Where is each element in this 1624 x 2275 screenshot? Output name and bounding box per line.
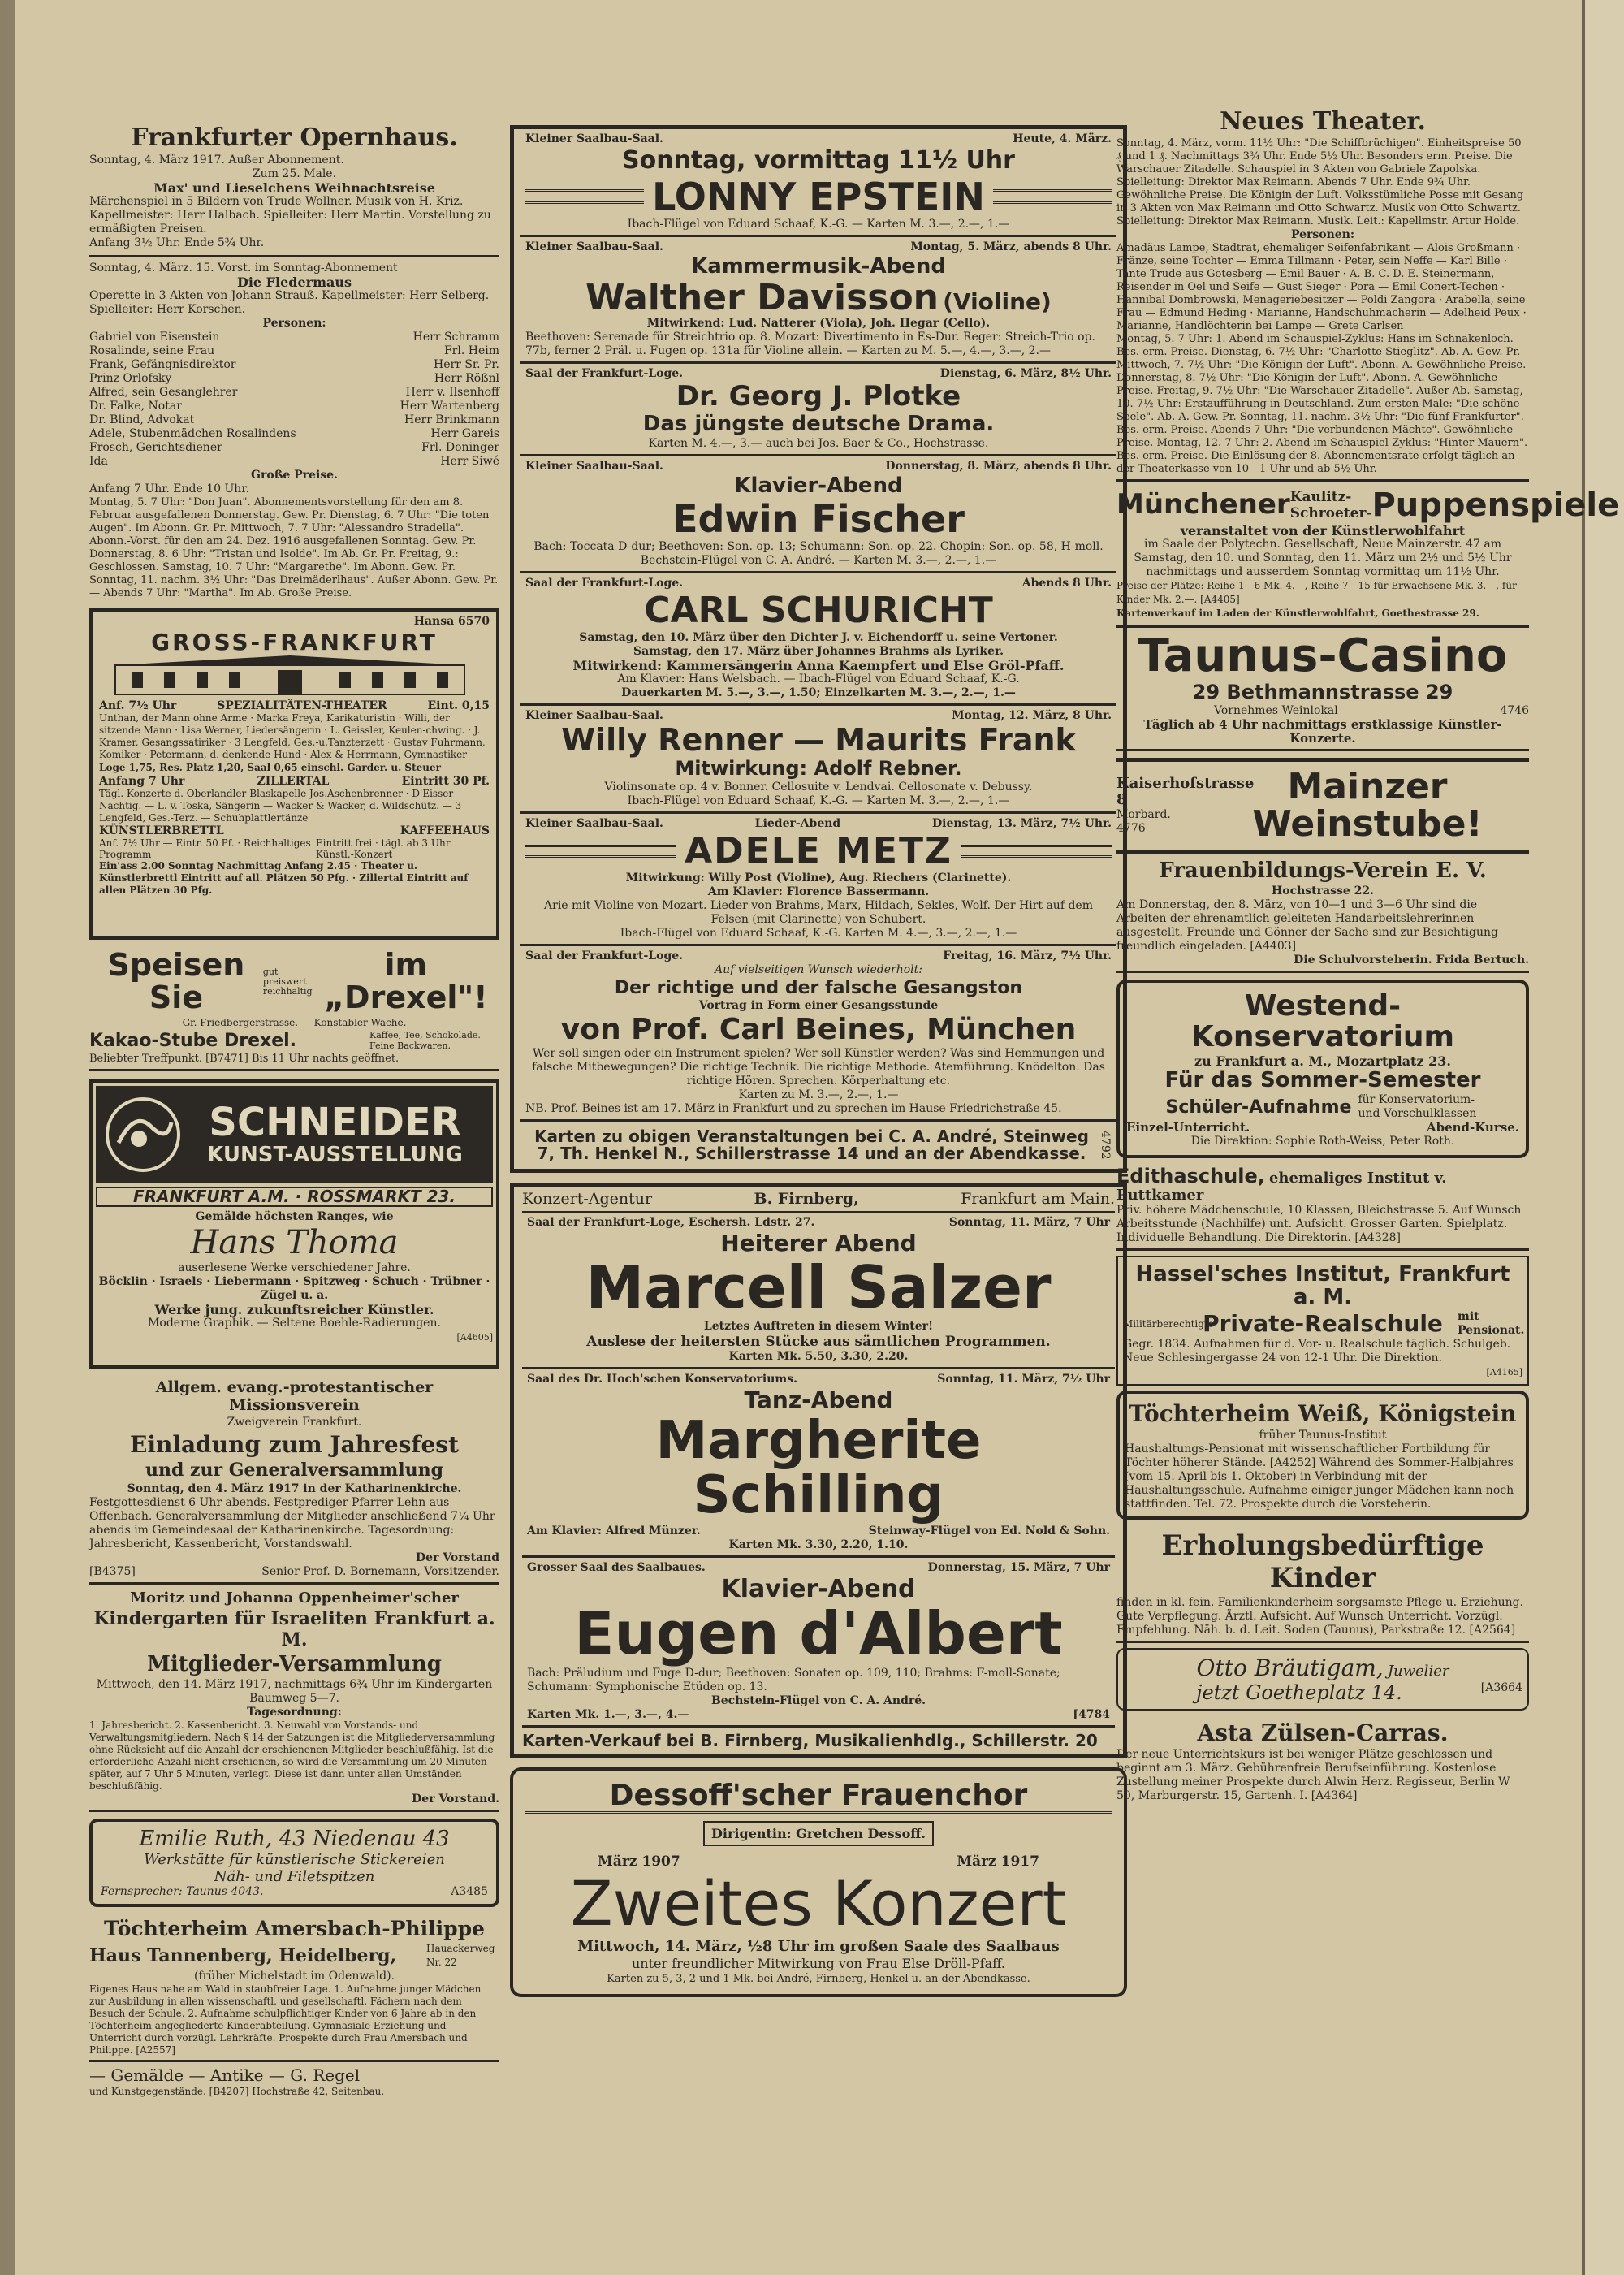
saalbau-concerts-box	[510, 125, 1127, 1173]
ob-j: Juwelier	[1387, 1663, 1449, 1680]
nt-cast-head: Personen:	[1290, 228, 1355, 241]
gf-ant1: Anf. 7½ Uhr	[99, 699, 177, 713]
amers-text: Eigenes Haus nahe am Wald in staubfreier Lage. 1. Aufnahme junger Mädchen zur Ausbildung in allen wissenschaftl. und gesellschaftl. Fächern nach dem Besuch der Schule. 2. Aufnahme schulpflichtiger Kinder von 6 Jahre ab in den Töchterheim angegliederte Kinderabteilung. Gymnasiale Erziehung und Unterricht durch vorzügl. Lehrkräfte. Prospekte durch Frau Amersbach und Philippe. [A2557]	[89, 1983, 482, 2056]
cast-actor: Herr v. Ilsenhoff	[405, 386, 499, 399]
right-column	[1116, 106, 1620, 1806]
mw-a: Kaiserhofstrasse 8	[1116, 775, 1255, 809]
s1-type: Heiterer Abend	[720, 1230, 917, 1257]
neues-theater	[1116, 107, 1529, 482]
ornament-icon	[102, 1094, 184, 1175]
amers-prev: (früher Michelstadt im Odenwald).	[193, 1969, 395, 1983]
gf-frei: Eintritt frei · tägl. ab 3 Uhr Künstl.-Konzert	[315, 837, 451, 861]
az-name: Asta Zülsen-Carras.	[1197, 1719, 1449, 1747]
c1-date: Heute, 4. März.	[1013, 132, 1112, 145]
amers-head: Töchterheim Amersbach-Philippe	[104, 1916, 485, 1940]
wk-name: Westend-Konservatorium	[1190, 989, 1455, 1054]
fb-sig: Die Schulvorsteherin. Frida Bertuch.	[1294, 954, 1529, 967]
pp-c: Puppenspiele	[1371, 487, 1620, 524]
cast-actor: Herr Rößnl	[434, 372, 499, 385]
amers-street: Hauackerweg Nr. 22	[426, 1942, 495, 1968]
c2-date: Montag, 5. März, abends 8 Uhr.	[910, 240, 1112, 253]
cast-role: Gabriel von Eisenstein	[89, 331, 220, 344]
s2-venue: Saal des Dr. Hoch'schen Konservatoriums.	[527, 1373, 797, 1386]
c1-name: LONNY EPSTEIN	[652, 174, 985, 218]
wk-addr: zu Frankfurt a. M., Mozartplatz 23.	[1194, 1053, 1451, 1069]
amers-haus: Haus Tannenberg, Heidelberg,	[89, 1944, 397, 1966]
c7-name: ADELE METZ	[685, 830, 952, 872]
tc-konz: Täglich ab 4 Uhr nachmittags erstklassige Künstler-Konzerte.	[1143, 716, 1502, 746]
schneider-more: Werke jung. zukunftsreicher Künstler.	[154, 1301, 434, 1317]
s1-venue: Saal der Frankfurt-Loge, Eschersh. Ldstr. 27.	[527, 1216, 815, 1230]
mission-date: Sonntag, den 4. März 1917 in der Katharinenkirche.	[127, 1481, 462, 1495]
edithaschule-ad	[1116, 1163, 1529, 1251]
s2-klav: Am Klavier: Alfred Münzer.	[527, 1524, 701, 1538]
c4-date: Donnerstag, 8. März, abends 8 Uhr.	[885, 460, 1112, 474]
d-date: Mittwoch, 14. März, ½8 Uhr im großen Saale des Saalbaus	[577, 1937, 1060, 1955]
toechterheim-weiss-ad	[1116, 1391, 1529, 1520]
cast-row	[89, 427, 499, 441]
cast-list	[89, 331, 499, 469]
f-agency-c: Frankfurt am Main.	[961, 1190, 1115, 1209]
c3-venue: Saal der Frankfurt-Loge.	[525, 367, 684, 381]
pp-text: im Saale der Polytechn. Gesellschaft, Neue Mainzerstr. 47 am Samstag, den 10. und Sonntag, den 11. März um 2½ und 5½ Uhr nachmittags und ausserdem Sonntag vormittag um 11½ Uhr.	[1134, 538, 1512, 578]
amersbach-ad	[89, 1912, 499, 2062]
c4-prog: Bach: Toccata D-dur; Beethoven: Son. op. 13; Schumann: Son. op. 22. Chopin: Son. op. 58, H-moll.	[533, 539, 1104, 553]
hassel-institut-ad	[1116, 1256, 1529, 1386]
er-text: finden in kl. fein. Familienkinderheim sorgsamste Pflege u. Erziehung. Gute Verpflegung. Ärztl. Aufsicht. Auf Wunsch Unterricht. Vorzügl. Empfehlung. Näh. b. d. Leit. Soden (Taunus), Parkstraße 12. [A2564]	[1116, 1596, 1524, 1637]
cast-row	[89, 331, 499, 344]
building-illustration	[99, 655, 481, 696]
concert-lonny-epstein	[520, 129, 1116, 237]
tc-addr: 29 Bethmannstrasse 29	[1192, 680, 1453, 703]
cast-actor: Herr Schramm	[412, 331, 499, 344]
c8-title: Der richtige und der falsche Gesangston	[614, 978, 1023, 999]
opera-week: Montag, 5. 7 Uhr: "Don Juan". Abonnementsvorstellung für den am 8. Februar ausgefallenen Donnerstag. Gew. Pr. Dienstag, 6. 7 Uhr: "Die toten Augen". Im Abonn. Gr. Pr. Mittwoch, 7. 7 Uhr: "Alessandro Stradella". Abonn.-Vorst. für den am 24. Dez. 1916 ausgefallenen Sonntag. Gew. Pr. Donnerstag, 8. 6 Uhr: "Tristan und Isolde". Im Ab. Gr. Pr. Freitag, 9.: Geschlossen. Samstag, 10. 7 Uhr: "Margarethe". Im Abonn. Gew. Pr. Sonntag, 11. nachm. 3½ Uhr: "Das Dreimäderlhaus". Außer Abonn. Gew. Pr. — Abends 7 Uhr: "Martha". Im Ab. Große Preise.	[89, 496, 499, 599]
cast-row	[89, 344, 499, 358]
ed-name: Edithaschule,	[1116, 1165, 1265, 1188]
s3-type: Klavier-Abend	[721, 1574, 916, 1603]
schneider-graph: Moderne Graphik. — Seltene Boehle-Radierungen.	[148, 1316, 441, 1330]
c7-prog: Arie mit Violine von Mozart. Lieder von Brahms, Marx, Hildach, Sekles, Wolf. Der Hirt auf dem Felsen (mit Clarinette) von Schubert.	[544, 899, 1093, 927]
c8-date: Freitag, 16. März, 7½ Uhr.	[943, 949, 1112, 963]
mission-head: Allgem. evang.-protestantischer Missionsverein	[155, 1378, 434, 1414]
braeutigam-ad	[1116, 1648, 1529, 1711]
s1-prog: Auslese der heitersten Stücke aus sämtlichen Programmen.	[586, 1334, 1051, 1351]
gf-sonntag: Ein'ass 2.00 Sonntag Nachmittag Anfang 2.45 · Theater u. Künstlerbrettl Eintritt auf all. Plätzen 50 Pfg. · Zillertal Eintritt auf allen Plätzen 30 Pfg.	[99, 860, 469, 897]
pp-preise: Preise der Plätze: Reihe 1—6 Mk. 4.—, Reihe 7—15 für Erwachsene Mk. 3.—, für Kinder Mk. 2.—. [A4405]	[1116, 580, 1517, 605]
pp-a: Münchener	[1116, 488, 1290, 521]
s2-piano: Steinway-Flügel von Ed. Nold & Sohn.	[868, 1524, 1110, 1538]
opera-text2: Operette in 3 Akten von Johann Strauß. Kapellmeister: Herr Selberg. Spielleiter: Herr Korschen.	[89, 289, 490, 316]
concert-adele-metz	[520, 814, 1116, 946]
left-page-edge	[0, 0, 15, 2275]
concert-plotke	[520, 364, 1116, 456]
c5-venue: Saal der Frankfurt-Loge.	[525, 576, 684, 590]
persons-head: Personen:	[262, 317, 326, 330]
schneider-code: [A4605]	[456, 1331, 493, 1343]
cast-actor: Herr Sr. Pr.	[434, 358, 499, 371]
c8-nb: NB. Prof. Beines ist am 17. März in Frankfurt und zu sprechen im Hause Friedrichstraße 45.	[525, 1102, 1062, 1116]
mission-sen: Senior Prof. D. Bornemann, Vorsitzender.	[261, 1564, 499, 1578]
pp-b2: Schroeter-	[1289, 505, 1372, 521]
cast-actor: Frl. Doninger	[421, 441, 499, 454]
c2-mit: Mitwirkend: Lud. Natterer (Viola), Joh. Hegar (Cello).	[646, 317, 991, 331]
nt-week: Montag, 5. 7 Uhr: 1. Abend im Schauspiel-Zyklus: Hans im Schnakenloch. Bes. erm. Preise. Dienstag, 6. 7½ Uhr: "Charlotte Stieglitz". Ab. A. Gew. Pr. Mittwoch, 7. 7½ Uhr: "Die Königin der Luft". Abonn. A. Gewöhnliche Preise. Donnerstag, 8. 7½ Uhr: "Die Königin der Luft". Abonn. A. Gewöhnliche Preise. Freitag, 9. 7½ Uhr: "Die Warschauer Zitadelle". Außer Ab. Samstag, 10. 7½ Uhr: Erstaufführung in Deutschland. Zum ersten Male: "Die schöne Seele". Ab. A. Gew. Pr. Sonntag, 11. nachm. 3½ Uhr: "Die fünf Frankfurter". Bes. erm. Preise. Abends 7 Uhr: "Die verbundenen Mächte". Gewöhnliche Preise. Montag, 12. 7 Uhr: 2. Abend im Schauspiel-Zyklus: "Hinter Mauern". Bes. erm. Preise. Die Einlösung der 8. Abonnementsrate erfolgt täglich an der Theaterkasse von 10—1 Uhr und ab 5½ Uhr.	[1116, 333, 1528, 475]
cast-role: Frank, Gefängnisdirektor	[89, 358, 236, 371]
schneider-sub: KUNST-AUSSTELLUNG	[207, 1143, 463, 1168]
cast-row	[89, 400, 499, 413]
s3-code: [4784	[1073, 1708, 1110, 1722]
gf-loge: Loge 1,75, Res. Platz 1,20, Saal 0,65 einschl. Garder. u. Steuer	[99, 762, 441, 774]
s3-name: Eugen d'Albert	[574, 1599, 1063, 1668]
gf-kaffee: KAFFEEHAUS	[400, 824, 490, 838]
c7-venue: Kleiner Saalbau-Saal.	[525, 817, 663, 831]
c1-time: Sonntag, vormittag 11½ Uhr	[622, 146, 1015, 175]
schneider-addr: FRANKFURT A.M. · ROSSMARKT 23.	[96, 1187, 493, 1207]
wk-sem: Für das Sommer-Semester	[1164, 1067, 1481, 1092]
drexel-kaffee: Kaffee, Tee, Schokolade. Feine Backwaren.	[369, 1030, 481, 1052]
mw-name: Mainzer Weinstube!	[1252, 765, 1483, 846]
gf-eint1: Eint. 0,15	[427, 699, 490, 713]
c3-karten: Karten M. 4.—, 3.— auch bei Jos. Baer & Co., Hochstrasse.	[648, 437, 989, 451]
firnberg-box	[510, 1183, 1127, 1758]
cast-role: Rosalinde, seine Frau	[89, 344, 215, 357]
ruth-werk: Werkstätte für künstlerische Stickereien	[144, 1850, 445, 1868]
tc-wein: Vornehmes Weinlokal	[1214, 703, 1338, 717]
mw-code: 4776	[1116, 822, 1146, 836]
hs-name: Hassel'sches Institut, Frankfurt a. M.	[1135, 1262, 1510, 1309]
oppen-tages: Tagesordnung:	[247, 1705, 342, 1719]
cast-role: Alfred, sein Gesanglehrer	[89, 386, 238, 399]
pp-ver: veranstaltet von der Künstlerwohlfahrt	[1180, 523, 1466, 538]
ruth-name: Emilie Ruth, 43 Niedenau 43	[139, 1826, 450, 1851]
s1-date: Sonntag, 11. März, 7 Uhr	[948, 1216, 1110, 1230]
tc-name: Taunus-Casino	[1138, 629, 1508, 682]
mission-text: Festgottesdienst 6 Uhr abends. Festprediger Pfarrer Lehn aus Offenbach. Generalversammlung der Mitglieder anschließend 7¼ Uhr abends im Gemeindesaal der Katharinenkirche. Tagesordnung: Jahresbericht, Kassenbericht, Vorstandswahl.	[89, 1495, 495, 1551]
opera-work2: Die Fledermaus	[236, 275, 352, 290]
c7-klav: Am Klavier: Florence Bassermann.	[707, 885, 930, 899]
next-page-sliver	[1585, 0, 1624, 2275]
nt-cast: Amadäus Lampe, Stadtrat, ehemaliger Seifenfabrikant — Alois Großmann · Fränze, seine Tochter — Emma Tillmann · Peter, sein Neffe — Karl Bille · Tante Trude aus Gotesberg — Emil Bauer · A. B. C. D. E. Steinermann, Reisender in Oel und Seife — Gust Sieger · Pora — Emil Conert-Techen · Hannibal Dombrowski, Menageriebesitzer — Poldi Zangora · Arabella, seine Frau — Edmund Heding · Marianne, Handschuhmacherin — Adelheid Peux · Marianne, Handlöchterin bei Lampe — Grete Carlsen	[1116, 242, 1527, 332]
opera-title: Frankfurter Opernhaus.	[131, 123, 458, 152]
s1-karten: Karten Mk. 5.50, 3.30, 2.20.	[728, 1350, 909, 1364]
cast-actor: Herr Gareis	[430, 427, 499, 440]
s1-last: Letztes Auftreten in diesem Winter!	[703, 1320, 934, 1334]
mission-inv: Einladung zum Jahresfest	[129, 1430, 459, 1458]
schneider-ad	[89, 1079, 499, 1369]
c8-venue: Saal der Frankfurt-Loge.	[525, 949, 684, 963]
drexel-c: im „Drexel"!	[324, 947, 488, 1015]
d-title: Zweites Konzert	[570, 1866, 1067, 1940]
wk-dir: Die Direktion: Sophie Roth-Weiss, Peter Roth.	[1190, 1135, 1455, 1148]
mission-inv2: und zur Generalversammlung	[145, 1459, 444, 1481]
nt-title: Neues Theater.	[1220, 107, 1426, 136]
hs-mil: Militärberechtigte	[1123, 1317, 1214, 1330]
c2-type: Kammermusik-Abend	[691, 253, 946, 279]
ruth-ad	[89, 1819, 499, 1907]
c5-karten: Dauerkarten M. 5.—, 3.—, 1.50; Einzelkarten M. 3.—, 2.—, 1.—	[621, 686, 1016, 700]
c8-name: von Prof. Carl Beines, München	[560, 1013, 1077, 1047]
s3-prog: Bach: Präludium und Fuge D-dur; Beethoven: Sonaten op. 109, 110; Brahms: F-moll-Sonate; Schumann: Symphonische Etüden op. 13.	[527, 1667, 1060, 1694]
gf-title: GROSS-FRANKFURT	[151, 629, 438, 655]
opera-prices: Große Preise.	[251, 469, 338, 482]
c2-inst: (Violine)	[943, 288, 1052, 316]
erholung-ad	[1116, 1525, 1529, 1643]
schneider-gem: Gemälde höchsten Ranges, wie	[195, 1209, 394, 1223]
ob-addr: jetzt Goetheplatz 14.	[1196, 1681, 1402, 1705]
s3-date: Donnerstag, 15. März, 7 Uhr	[927, 1560, 1110, 1574]
s3-piano: Bechstein-Flügel von C. A. André.	[710, 1694, 926, 1708]
c8-karten: Karten zu M. 3.—, 2.—, 1.—	[738, 1088, 899, 1102]
drexel-ad	[89, 945, 499, 1071]
mission-ad	[89, 1373, 499, 1585]
middle-column	[510, 120, 1127, 2002]
ob-name: Otto Bräutigam,	[1196, 1654, 1384, 1682]
cast-row	[89, 455, 499, 469]
s1-name: Marcell Salzer	[585, 1252, 1052, 1321]
mission-sub: Zweigverein Frankfurt.	[227, 1415, 362, 1429]
nt-text: Sonntag, 4. März, vorm. 11½ Uhr: "Die Schiffbrüchigen". Einheitspreise 50 ₰ und 1 ₰. Nachmittags 3¾ Uhr. Ende 5½ Uhr. Besonders erm. Preise. Die Warschauer Zitadelle. Schauspiel in 3 Akten von Gabriele Zapolska. Spielleitung: Direktor Max Reimann. Abends 7 Uhr. Ende 9¾ Uhr. Gewöhnliche Preise. Die Königin der Luft. Volksstümliche Posse mit Gesang in 3 Akten von Max Reimann und Otto Schwartz. Musik von Otto Schwartz. Spielleitung: Direktor Max Reimann. Musik. Leit.: Kapellmstr. Artur Holde.	[1116, 137, 1524, 227]
drexel-addr: Gr. Friedbergerstrasse. — Konstabler Wache.	[182, 1016, 407, 1028]
gf-hansa: Hansa 6570	[413, 615, 490, 628]
oppen-vor: Der Vorstand.	[412, 1792, 499, 1806]
regel-ad	[89, 2062, 499, 2102]
d-y2: März 1917	[957, 1853, 1039, 1870]
c6-piano: Ibach-Flügel von Eduard Schaaf, K.-G. — Karten M. 3.—, 2.—, 1.—	[627, 794, 1010, 808]
opera-text1: Märchenspiel in 5 Bildern von Trude Wollner. Musik von H. Kriz. Kapellmeister: Herr Halbach. Spielleiter: Herr Martin. Vorstellung zu ermäßigten Preisen.	[89, 195, 491, 236]
c5-name: CARL SCHURICHT	[644, 589, 993, 631]
d-mit: unter freundlicher Mitwirkung von Frau Else Dröll-Pfaff.	[631, 1955, 1006, 1971]
hs-code: [A4165]	[1486, 1367, 1522, 1378]
mission-vor: Der Vorstand	[416, 1551, 499, 1564]
d-y1: März 1907	[598, 1853, 680, 1870]
cast-role: Frosch, Gerichtsdiener	[89, 441, 222, 454]
s2-karten: Karten Mk. 3.30, 2.20, 1.10.	[728, 1538, 909, 1551]
s-verkauf: Karten-Verkauf bei B. Firnberg, Musikalienhdlg., Schillerstr. 20	[522, 1731, 1098, 1751]
oppen-head: Moritz und Johanna Oppenheimer'scher	[130, 1589, 459, 1607]
c8-vortrag: Vortrag in Form einer Gesangsstunde	[698, 999, 939, 1013]
ruth-naeh: Näh- und Filetspitzen	[214, 1867, 375, 1885]
cast-row	[89, 413, 499, 427]
drexel-kakao: Kakao-Stube Drexel.	[89, 1030, 297, 1051]
s3-karten: Karten Mk. 1.—, 3.—, 4.—	[527, 1708, 689, 1722]
c2-venue: Kleiner Saalbau-Saal.	[525, 240, 663, 253]
d-name: Dessoff'scher Frauenchor	[525, 1780, 1112, 1814]
c1-venue: Kleiner Saalbau-Saal.	[525, 132, 663, 145]
schneider-thoma-signature: Hans Thoma	[190, 1223, 399, 1261]
cast-row	[89, 372, 499, 386]
cast-actor: Herr Brinkmann	[404, 413, 499, 426]
c4-type: Klavier-Abend	[734, 474, 903, 499]
c7-piano: Ibach-Flügel von Eduard Schaaf, K.-G. Karten M. 4.—, 3.—, 2.—, 1.—	[620, 927, 1017, 941]
cast-role: Prinz Orlofsky	[89, 372, 172, 385]
c2-prog: Beethoven: Serenade für Streichtrio op. 8. Mozart: Divertimento in Es-Dur. Reger: Streich-Trio op. 77b, ferner 2 Präl. u. Fugen op. 131a für Violine allein. — Karten zu M. 5.—, 4.—, 3.—, 2.—	[525, 331, 1095, 358]
oppen-date: Mittwoch, den 14. März 1917, nachmittags 6¾ Uhr im Kindergarten Baumweg 5—7.	[96, 1677, 493, 1705]
ruth-code: A3485	[451, 1884, 488, 1898]
ruth-tel: Fernsprecher: Taunus 4043.	[101, 1884, 264, 1898]
cast-role: Dr. Blind, Advokat	[89, 413, 195, 426]
c8-wunsch: Auf vielseitigen Wunsch wiederholt:	[715, 963, 922, 977]
wk-schuler: Schüler-Aufnahme	[1165, 1096, 1352, 1118]
c6-mit: Mitwirkung: Adolf Rebner.	[675, 756, 962, 780]
c6-prog: Violinsonate op. 4 v. Bonner. Cellosuite v. Lendvai. Cellosonate v. Debussy.	[604, 781, 1033, 794]
mission-code: [B4375]	[89, 1564, 136, 1578]
schneider-names: Böcklin · Israels · Liebermann · Spitzweg · Schuch · Trübner · Zügel u. a.	[98, 1274, 490, 1302]
drexel-a: Speisen Sie	[107, 947, 245, 1015]
c4-piano: Bechstein-Flügel von C. A. André. — Karten M. 3.—, 2.—, 1.—	[640, 553, 997, 567]
cast-role: Dr. Falke, Notar	[89, 400, 182, 413]
westend-konservatorium-ad	[1116, 980, 1529, 1158]
fb-addr: Hochstrasse 22.	[1272, 884, 1374, 898]
schneider-name: SCHNEIDER	[209, 1100, 461, 1146]
puppenspiele-ad	[1116, 482, 1620, 628]
c1-piano: Ibach-Flügel von Eduard Schaaf, K.-G. — Karten M. 3.—, 2.—, 1.—	[627, 217, 1010, 231]
s3-venue: Grosser Saal des Saalbaues.	[527, 1560, 706, 1574]
regel-a: — Gemälde — Antike — G. Regel	[89, 2065, 361, 2085]
az-text: Der neue Unterrichtskurs ist bei weniger Plätze geschlossen und beginnt am 3. März. Gebührenfreie Berufseinführung. Kostenlose Zustellung meiner Prospekte durch Alwin Herz. Regisseur, Berlin W 50, Marburgerstr. 15, Gartenh. I. [A4364]	[1116, 1748, 1510, 1803]
hs-text: Gegr. 1834. Aufnahmen für d. Vor- u. Realschule täglich. Schulgeb. Neue Schlesingergasse 24 von 12-1 Uhr. Die Direktion.	[1123, 1338, 1511, 1365]
c8-text: Wer soll singen oder ein Instrument spielen? Wer soll Künstler werden? Was sind Hemmungen und falsche Mitbewegungen? Die richtige Technik. Die richtige Methode. Atemführung. Knödelton. Das richtige Hören. Sprechen. Körperhaltung etc.	[532, 1047, 1105, 1088]
c-karten: Karten zu obigen Veranstaltungen bei C. A. André, Steinweg 7, Th. Henkel N., Schillerstrasse 14 und an der Abendkasse.	[534, 1127, 1089, 1164]
opera-line1: Sonntag, 4. März 1917. Außer Abonnement.	[89, 154, 344, 167]
cast-actor: Herr Wartenberg	[400, 400, 499, 413]
cast-row	[89, 441, 499, 455]
d-karten: Karten zu 5, 3, 2 und 1 Mk. bei André, Firnberg, Henkel u. an der Abendkasse.	[607, 1972, 1030, 1985]
f-agency-b: B. Firnberg,	[754, 1190, 859, 1209]
concert-edwin-fischer	[520, 456, 1116, 573]
cast-row	[89, 358, 499, 372]
opera-line2: Sonntag, 4. März. 15. Vorst. im Sonntag-Abonnement	[89, 262, 398, 275]
pp-b: Kaulitz-	[1289, 489, 1352, 505]
wk-abend: Abend-Kurse.	[1426, 1120, 1519, 1135]
c5-klav: Am Klavier: Hans Welsbach. — Ibach-Flügel von Eduard Schaaf, K.-G.	[617, 673, 1020, 686]
regel-b: und Kunstgegenstände. [B4207] Hochstraße 42, Seitenbau.	[89, 2085, 385, 2097]
c5-date: Abends 8 Uhr.	[1021, 576, 1112, 590]
gf-eint2: Eintritt 30 Pf.	[401, 775, 490, 789]
c3-title: Das jüngste deutsche Drama.	[642, 411, 995, 436]
c5-mit: Mitwirkend: Kammersängerin Anna Kaempfert und Else Gröl-Pfaff.	[572, 658, 1065, 674]
hs-priv: Private-Realschule	[1203, 1310, 1443, 1338]
oppen-kind: Kindergarten für Israeliten Frankfurt a. M.	[93, 1607, 495, 1650]
zuelsen-carras-ad	[1116, 1715, 1529, 1806]
c-code: 4792	[1099, 1131, 1112, 1161]
oppenheimer-ad	[89, 1585, 499, 1812]
fb-name: Frauenbildungs-Verein E. V.	[1159, 859, 1487, 884]
cast-actor: Herr Siwé	[440, 455, 499, 468]
ed-sub: ehemaliges Institut v. Puttkamer	[1116, 1170, 1447, 1205]
opera-work1: Max' und Lieselchens Weihnachtsreise	[153, 180, 435, 196]
mainzer-weinstube-ad	[1116, 758, 1529, 854]
oppen-text: 1. Jahresbericht. 2. Kassenbericht. 3. Neuwahl von Vorstands- und Verwaltungsmitgliedern. Nach § 14 der Satzungen ist die Mitgliederversammlung ohne Rücksicht auf die Anzahl der erschienenen Mitglieder beschlußfähig. Ist die erforderliche Anzahl nicht erschienen, so wird die Versammlung um 20 Minuten später, auf 7 Uhr 5 Minuten, verlegt. Diese ist dann unter allen Umständen beschlußfähig.	[89, 1719, 495, 1792]
opera-time1: Anfang 3½ Uhr. Ende 5¾ Uhr.	[89, 236, 265, 249]
cast-row	[89, 386, 499, 400]
frauenbildung-ad	[1116, 854, 1529, 973]
schneider-works: auserlesene Werke verschiedener Jahre.	[178, 1261, 411, 1274]
gross-frankfurt-ad	[89, 608, 499, 940]
concert-renner-frank	[520, 706, 1116, 814]
c6-name: Willy Renner — Maurits Frank	[561, 722, 1076, 759]
c7-type: Lieder-Abend	[754, 817, 841, 831]
fb-text: Am Donnerstag, den 8. März, von 10—1 und 3—6 Uhr sind die Arbeiten der ehrenamtlich geleiteten Handarbeitslehrerinnen ausgestellt. Freunde und Gönner der Sache sind zur Besichtigung freundlich eingeladen. [A4403]	[1116, 898, 1499, 954]
tw-name: Töchterheim Weiß, Königstein	[1129, 1400, 1517, 1428]
c4-venue: Kleiner Saalbau-Saal.	[525, 460, 663, 474]
cast-role: Ida	[89, 455, 108, 468]
c3-name: Dr. Georg J. Plotke	[676, 380, 961, 413]
c2-name: Walther Davisson	[585, 277, 939, 319]
wk-einz: Einzel-Unterricht.	[1126, 1120, 1250, 1135]
tw-text: Haushaltungs-Pensionat mit wissenschaftlicher Fortbildung für Töchter höherer Stände. [A4252] Während des Sommer-Halbjahres (vom 15. April bis 1. Oktober) in Verbindung mit der Haushaltungsschule. Aufnahme einiger junger Mädchen kann noch stattfinden. Tel. 72. Prospekte durch die Vorsteherin.	[1125, 1442, 1514, 1512]
s2-name: Margherite Schilling	[655, 1410, 982, 1525]
show-eugen-dalbert	[522, 1558, 1115, 1728]
c7-mit: Mitwirkung: Willy Post (Violine), Aug. Riechers (Clarinette).	[625, 872, 1012, 885]
drexel-tp: Beliebter Treffpunkt. [B7471] Bis 11 Uhr nachts geöffnet.	[89, 1052, 400, 1065]
divider	[89, 255, 499, 257]
gf-zill-text: Tägl. Konzerte d. Oberlandler-Blaskapelle Jos.Aschenbrenner · D'Eisser Nachtig. — L. v. Toska, Sängerin — Wacker & Wacker, d. Wildschütz. — 3 Lengfeld, Ges.-Terz. — Schuhplattlertänze	[99, 788, 462, 824]
cast-role: Adele, Stubenmädchen Rosalindens	[89, 427, 296, 440]
ob-code: [A3664	[1480, 1681, 1522, 1695]
gf-ant2: Anfang 7 Uhr	[99, 775, 185, 789]
concert-walther-davisson	[520, 237, 1116, 364]
d-dir: Dirigentin: Gretchen Dessoff.	[703, 1821, 934, 1846]
left-column	[89, 122, 499, 2102]
tc-code: 4746	[1500, 703, 1529, 717]
concert-schuricht	[520, 573, 1116, 706]
concert-beines	[520, 946, 1116, 1122]
s2-date: Sonntag, 11. März, 7½ Uhr	[937, 1373, 1110, 1386]
wk-fur: für Konservatorium- und Vorschulklassen	[1358, 1093, 1477, 1121]
show-margherite-schilling	[522, 1369, 1115, 1558]
hs-pens: mit Pensionat.	[1458, 1310, 1525, 1338]
taunus-casino-ad	[1116, 628, 1529, 751]
gf-kunst: KÜNSTLERBRETTL	[99, 824, 224, 838]
opera-time2: Anfang 7 Uhr. Ende 10 Uhr.	[89, 482, 249, 495]
karten-info	[520, 1122, 1116, 1169]
c4-name: Edwin Fischer	[672, 496, 965, 541]
oppen-mit: Mitglieder-Versammlung	[147, 1651, 442, 1676]
show-marcell-salzer	[522, 1213, 1115, 1369]
c6-venue: Kleiner Saalbau-Saal.	[525, 709, 663, 723]
drexel-b: gut preiswert reichhaltig	[262, 966, 313, 997]
gf-st: SPEZIALITÄTEN-THEATER	[217, 699, 387, 713]
tw-prev: früher Taunus-Institut	[1259, 1429, 1387, 1442]
c3-date: Dienstag, 6. März, 8½ Uhr.	[939, 367, 1112, 381]
opera-first: Zum 25. Male.	[252, 167, 337, 180]
gf-acts: Unthan, der Mann ohne Arme · Marka Freya, Karikaturistin · Willi, der sitzende Mann · Lisa Werner, Liedersängerin · L. Geissler, Keulen-chwing. · J. Kramer, Gesangssatiriker · 3 Lengfeld, Ges.-u.Tanzterzett · Gustav Fuhrmann, Komiker · Petermann, d. denkende Hund · Alex & Herrmann, Gymnastiker	[99, 712, 486, 761]
cast-actor: Frl. Heim	[443, 344, 499, 357]
c5-l2: Samstag, den 17. März über Johannes Brahms als Lyriker.	[633, 645, 1004, 659]
pp-karten: Kartenverkauf im Laden der Künstlerwohlfahrt, Goethestrasse 29.	[1116, 608, 1479, 619]
opera-section	[89, 123, 499, 600]
ed-text: Priv. höhere Mädchenschule, 10 Klassen, Bleichstrasse 5. Auf Wunsch Arbeitsstunde (Nachhilfe) unt. Aufsicht. Grosser Garten. Spielplatz. Individuelle Behandlung. Die Direktorin. [A4328]	[1116, 1204, 1522, 1245]
gf-zill: ZILLERTAL	[257, 775, 330, 789]
gf-ant3: Anf. 7½ Uhr — Eintr. 50 Pf. · Reichhaltiges Programm	[99, 837, 311, 861]
c6-date: Montag, 12. März, 8 Uhr.	[952, 709, 1112, 723]
mw-b: Morbard.	[1116, 808, 1171, 822]
c5-l1: Samstag, den 10. März über den Dichter J. v. Eichendorff u. seine Vertoner.	[579, 631, 1058, 645]
s2-type: Tanz-Abend	[744, 1386, 893, 1414]
f-agency-a: Konzert-Agentur	[522, 1190, 653, 1209]
c7-date: Dienstag, 13. März, 7½ Uhr.	[932, 817, 1112, 831]
dessoff-ad	[510, 1767, 1127, 1997]
er-name: Erholungsbedürftige Kinder	[1161, 1529, 1484, 1595]
